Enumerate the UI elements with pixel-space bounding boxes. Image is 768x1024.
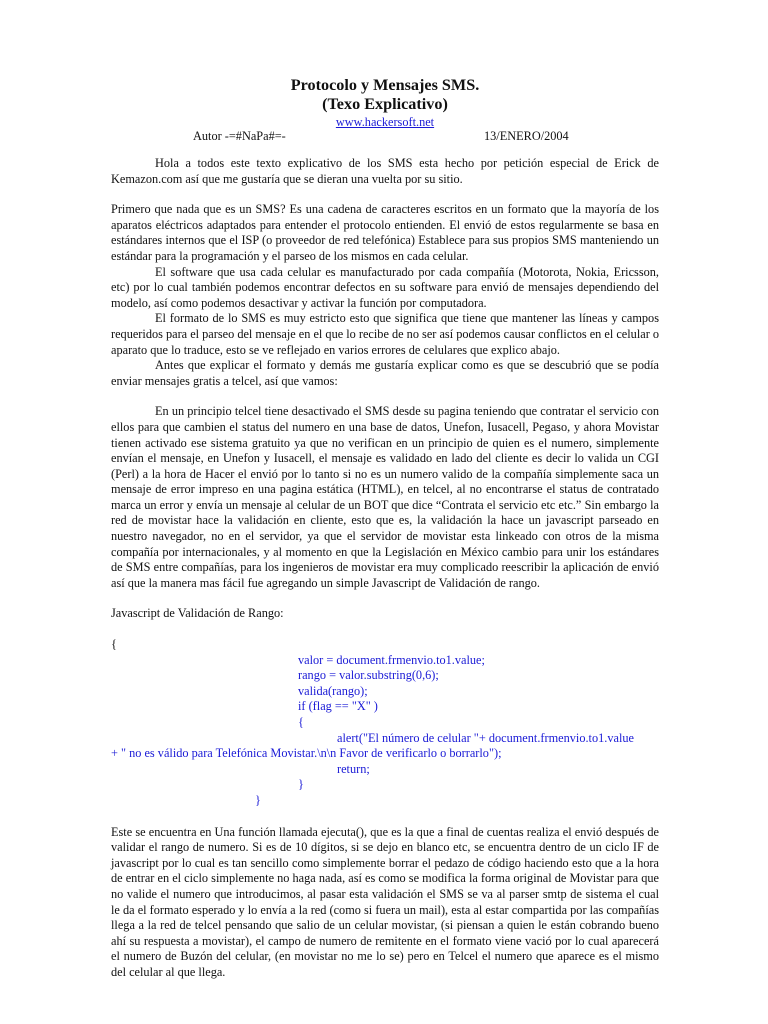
- code-line: alert("El número de celular "+ document.frmenvio.to1.value: [337, 730, 634, 745]
- code-line: + " no es válido para Telefónica Movistar.\n\n Favor de verificarlo o borrarlo");: [111, 746, 502, 761]
- code-open-brace: {: [111, 637, 117, 652]
- paragraph-principle: En un principio telcel tiene desactivado el SMS desde su pagina teniendo que contratar el servicio con ellos para que cambien el status del numero en una base de datos, Unefon, Iusacell, Pegaso, y ahora Movistar tienen activado ese sistema gratuito ya que no verifican en un principio de quien es el numero, simplemente envían el mensaje, en Unefon y Iusacell, el mensaje es validado en lado del cliente es decir lo valida un CGI (Perl) a la hora de Hacer el envió por lo tanto si no es un numero valido de la compañía simplemente saca un mensaje de error impreso en una pagina estática (HTML), en telcel, al no encontrarse el status de contratado marca un error y envía un mensaje al celular de un BOT que dice “Contrata el servicio etc etc.” Sin embargo la red de movistar hace la validación en cliente, esto que es, la validación la hace un javascript parseado en nuestro navegador, no en el servidor, ya que el servidor de movistar esta linkeado con otros de la misma compañía por internacionales, y al momento en que la Legislación en México cambio para unir los estándares de SMS entre compañías, para los ingenieros de movistar era muy complicado reescribir la aplicación de envió así que la manera mas fácil fue agregando un simple Javascript de Validación de rango.: [111, 404, 659, 590]
- code-block: [111, 637, 659, 809]
- code-line: valida(rango);: [298, 683, 368, 698]
- code-line: {: [298, 715, 304, 729]
- code-line: rango = valor.substring(0,6);: [298, 668, 439, 683]
- paragraph-software: El software que usa cada celular es manufacturado por cada compañía (Motorota, Nokia, Ericsson, etc) por lo cual también podemos encontrar defectos en su software para envió de mensajes dependiendo del modelo, así como podemos desactivar y activar la función por computadora.: [111, 264, 659, 310]
- author: Autor -=#NaPa#=-: [193, 129, 286, 143]
- date: 13/ENERO/2004: [484, 129, 569, 143]
- code-close-brace: }: [255, 792, 261, 807]
- paragraph-function: Este se encuentra en Una función llamada ejecuta(), que es la que a final de cuentas realiza el envió después de validar el rango de numero. Si es de 10 dígitos, si se dejo en blanco etc, se encuentra dentro de un ciclo IF de javascript por lo cual es tan sencillo como simplemente borrar el pedazo de código haciendo esto que a la hora de entrar en el ciclo simplemente no haga nada, así es como se modifica la forma original de Movistar para que no valide el numero que introducimos, al pasar esta validación el SMS se va al parser smtp de sistema el cual le da el formato esperado y lo envía a la red (como si fuera un mail), esta al estar compartida por las compañías llega a la red de telcel pensando que salio de un celular movistar, (si piensan a quien le están cobrando bueno ahí su respuesta a movistar), el campo de numero de remitente en el formato viene vació por lo cual aparecerá el numero de Buzón del celular, (en movistar no me lo se) pero en Telcel el numero que aparece es el mismo del celular al que llega.: [111, 824, 659, 979]
- paragraph-what-is-sms: Primero que nada que es un SMS? Es una cadena de caracteres escritos en un formato que la mayoría de los aparatos eléctricos adaptados para entender el protocolo entienden. El envió de estos regularmente se basa en estándares internos que el ISP (o proveedor de red telefónica) Establece para sus propios SMS manteniendo un estándar para la programación y el parseo de los mismos en cada celular.: [111, 202, 659, 263]
- code-heading: Javascript de Validación de Rango:: [111, 606, 284, 621]
- code-line: }: [298, 777, 304, 792]
- author-date-line: [111, 129, 659, 145]
- document-title: Protocolo y Mensajes SMS.: [290, 76, 480, 94]
- code-line: return;: [337, 761, 370, 776]
- document-subtitle: (Texo Explicativo): [322, 95, 448, 113]
- document-page: [111, 76, 659, 981]
- paragraph-format: El formato de lo SMS es muy estricto esto que significa que tiene que mantener las líneas y campos requeridos para el parseo del mensaje en el que lo recibe de no ser así podemos causar conflictos en el celular o aparato que lo traduce, esto se ve reflejado en varios errores de celulares que explico abajo.: [111, 311, 660, 357]
- paragraph-before: Antes que explicar el formato y demás me gustaría explicar como es que se descubrió que se podía enviar mensajes gratis a telcel, así que vamos:: [111, 358, 659, 388]
- website-link[interactable]: www.hackersoft.net: [335, 115, 435, 129]
- code-line: if (flag == "X" ): [298, 699, 378, 714]
- intro-paragraph: Hola a todos este texto explicativo de los SMS esta hecho por petición especial de Erick de Kemazon.com así que me gustaría que se dieran una vuelta por su sitio.: [111, 156, 659, 186]
- code-line: valor = document.frmenvio.to1.value;: [298, 652, 485, 667]
